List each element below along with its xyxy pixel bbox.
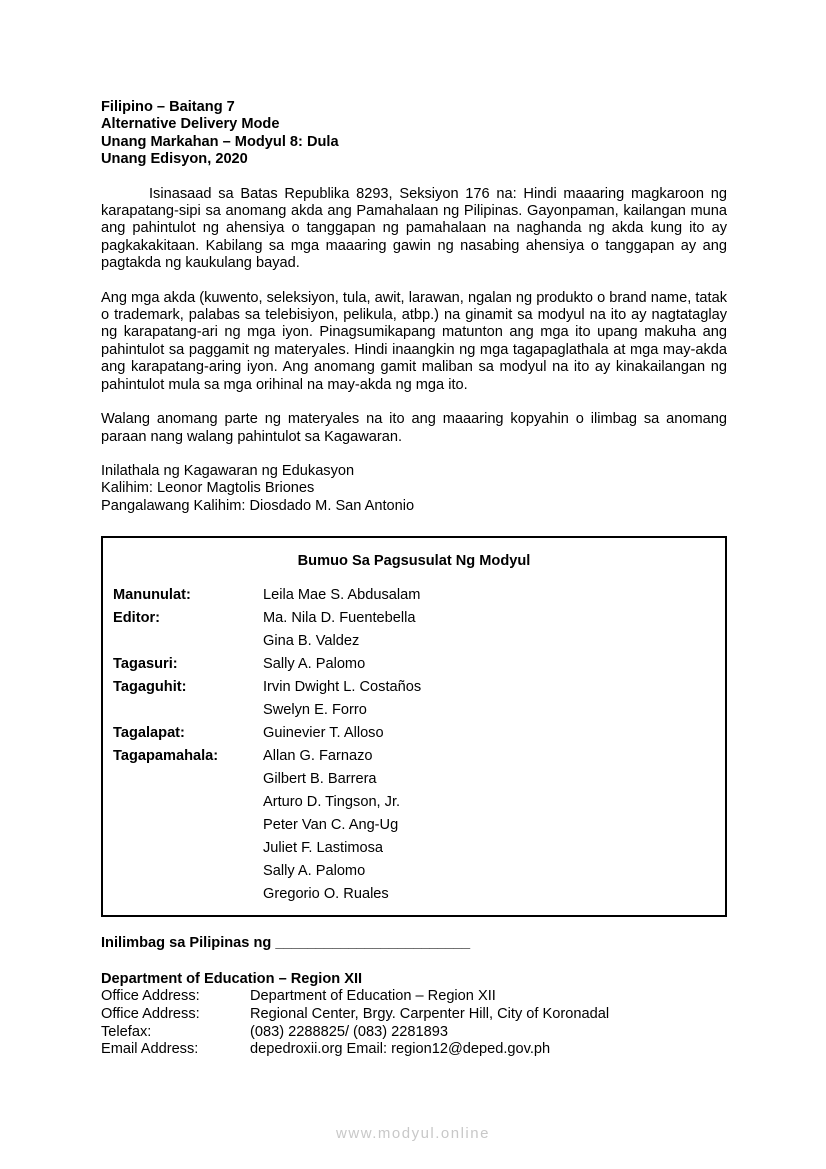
credit-name: Irvin Dwight L. Costaños <box>263 679 422 695</box>
credits-title: Bumuo Sa Pagsusulat Ng Modyul <box>297 553 531 569</box>
credit-name: Guinevier T. Alloso <box>263 725 384 741</box>
website-watermark: www.modyul.online <box>336 1125 490 1142</box>
contact-value: (083) 2288825/ (083) 2281893 <box>250 1023 448 1040</box>
copyright-paragraph-3: Walang anomang parte ng materyales na ito ang maaaring kopyahin o ilimbag sa anomang paraan nang walang pahintulot sa Kagawaran. <box>101 411 727 445</box>
contact-row <box>101 1006 727 1024</box>
credit-name: Ma. Nila D. Fuentebella <box>263 610 416 626</box>
copyright-paragraph-1: Isinasaad sa Batas Republika 8293, Seksiyon 176 na: Hindi maaaring magkaroon ng karapatang-sipi sa anomang akda ang Pamahalaan ng Pilipinas. Gayonpaman, kailangan muna ang pahintulot ng ahensiya o tanggapan ng pamahalaan na naghanda ng akda kung ito ay pagkakakitaan. Kabilang sa mga maaaring gawin ng nasabing ahensiya o tanggapan ay ang pagtakda ng kaukulang bayad. <box>101 185 727 272</box>
credit-name: Sally A. Palomo <box>263 656 366 672</box>
subject-title: Filipino – Baitang 7 <box>101 99 235 115</box>
contact-value: Department of Education – Region XII <box>250 988 496 1005</box>
credit-role: Manunulat: <box>113 587 191 603</box>
printed-in-line: Inilimbag sa Pilipinas ng ________________________ <box>101 935 471 951</box>
module-title: Unang Markahan – Modyul 8: Dula <box>101 133 339 150</box>
credit-name: Arturo D. Tingson, Jr. <box>263 794 401 810</box>
contact-value: Regional Center, Brgy. Carpenter Hill, City of Koronadal <box>250 1006 610 1022</box>
credit-role: Tagapamahala: <box>113 748 219 764</box>
contact-label: Email Address: <box>101 1041 199 1058</box>
credit-role: Editor: <box>113 610 161 626</box>
credit-name: Leila Mae S. Abdusalam <box>263 587 421 603</box>
publisher-line: Inilathala ng Kagawaran ng Edukasyon <box>101 462 355 479</box>
credits-box <box>101 536 727 917</box>
contact-label: Telefax: <box>101 1023 152 1040</box>
credit-name: Gregorio O. Ruales <box>263 886 389 902</box>
credit-name: Gina B. Valdez <box>263 633 360 649</box>
secretary-line: Kalihim: Leonor Magtolis Briones <box>101 480 315 497</box>
credit-name: Swelyn E. Forro <box>263 702 367 718</box>
undersecretary-line: Pangalawang Kalihim: Diosdado M. San Antonio <box>101 497 415 514</box>
contact-row <box>101 1041 727 1059</box>
credit-role: Tagaguhit: <box>113 679 187 695</box>
edition: Unang Edisyon, 2020 <box>101 151 248 168</box>
credit-name: Peter Van C. Ang-Ug <box>263 817 399 833</box>
credit-name: Allan G. Farnazo <box>263 748 373 764</box>
contact-row <box>101 1024 727 1042</box>
contact-label: Office Address: <box>101 988 200 1005</box>
contact-row <box>101 988 727 1006</box>
copyright-page <box>101 99 727 515</box>
credit-name: Sally A. Palomo <box>263 863 366 879</box>
copyright-paragraph-2: Ang mga akda (kuwento, seleksiyon, tula, awit, larawan, ngalan ng produkto o brand name, tatak o trademark, palabas sa telebisiyon, pelikula, atbp.) na ginamit sa modyul na ito ay nagtataglay ng karapatang-ari ng mga iyon. Pinagsumikapang matunton ang mga ito upang makuha ang pahintulot sa paggamit ng materyales. Hindi inaangkin ng mga tagapaglathala at mga may-akda ang karapatang-aring iyon. Ang anomang gamit maliban sa modyul na ito ay kinakailangan ng pahintulot mula sa mga orihinal na may-akda ng mga ito. <box>101 289 727 393</box>
deped-title: Department of Education – Region XII <box>101 971 363 987</box>
credit-role: Tagasuri: <box>113 656 178 672</box>
contact-value: depedroxii.org Email: region12@deped.gov.ph <box>250 1041 551 1058</box>
deped-contact <box>101 971 727 1059</box>
delivery-mode: Alternative Delivery Mode <box>101 116 280 133</box>
credit-name: Gilbert B. Barrera <box>263 771 377 787</box>
credit-name: Juliet F. Lastimosa <box>263 840 384 856</box>
contact-label: Office Address: <box>101 1006 200 1022</box>
credit-role: Tagalapat: <box>113 725 185 741</box>
